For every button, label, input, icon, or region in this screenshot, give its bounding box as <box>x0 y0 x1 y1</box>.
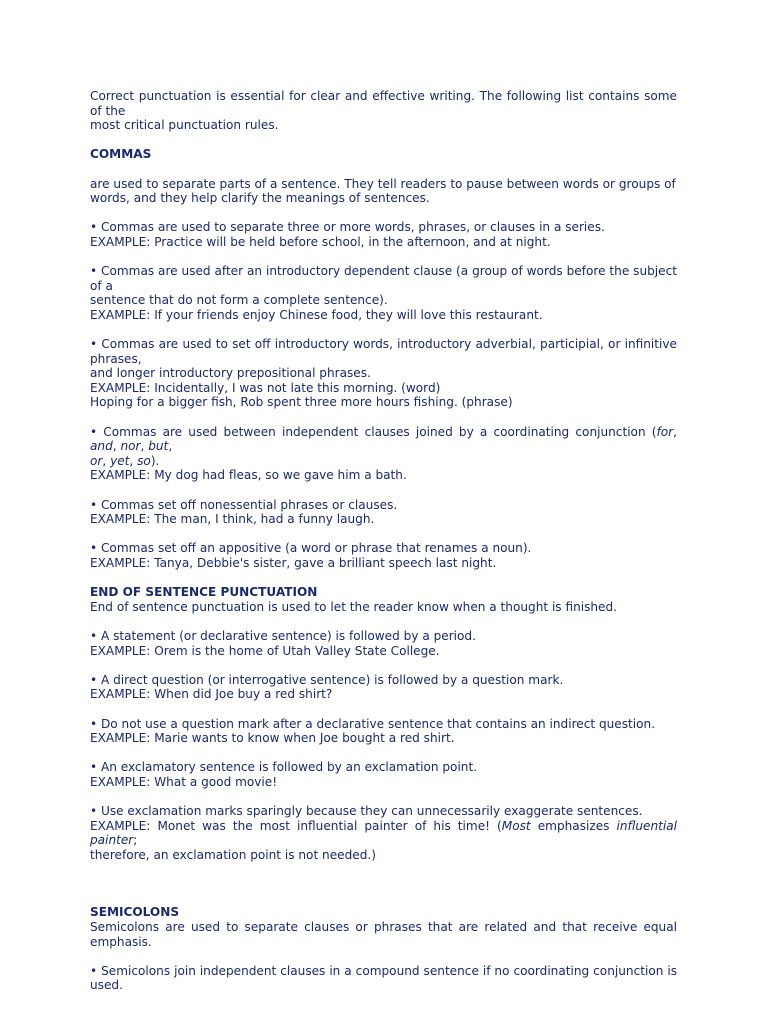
comma-rule-3-text: • Commas are used to set off introductory words, introductory adverbial, participial, or infinitive phrases, <box>90 337 677 366</box>
conjunction-nor: nor <box>120 439 141 454</box>
comma-rule-2-text-end: sentence that do not form a complete sentence). <box>90 293 388 308</box>
conjunction-and: and <box>90 439 113 454</box>
end-rule-4 <box>90 760 677 789</box>
commas-intro-a: are used to separate parts of a sentence. They tell readers to pause between words or groups of <box>90 176 676 191</box>
conjunction-so: so <box>137 453 151 468</box>
end-rule-4-text: • An exclamatory sentence is followed by an exclamation point. <box>90 760 478 775</box>
semicolons-intro: Semicolons are used to separate clauses or phrases that are related and that receive equal emphasis. <box>90 920 677 949</box>
commas-heading: COMMAS <box>90 147 152 162</box>
end-rule-5-text: • Use exclamation marks sparingly because they can unnecessarily exaggerate sentences. <box>90 804 643 819</box>
intro-text: Correct punctuation is essential for clear and effective writing. The following list contains some of the <box>90 89 677 118</box>
comma-rule-5-text: • Commas set off nonessential phrases or clauses. <box>90 497 398 512</box>
end-rule-1-example: EXAMPLE: Orem is the home of Utah Valley State College. <box>90 643 440 658</box>
conjunction-for: for <box>656 424 674 439</box>
comma-rule-6-text: • Commas set off an appositive (a word or phrase that renames a noun). <box>90 541 532 556</box>
comma-rule-2-example: EXAMPLE: If your friends enjoy Chinese food, they will love this restaurant. <box>90 307 543 322</box>
comma-rule-1-example: EXAMPLE: Practice will be held before school, in the afternoon, and at night. <box>90 234 551 249</box>
end-rule-3 <box>90 717 677 746</box>
commas-intro-b: words, and they help clarify the meanings of sentences. <box>90 191 430 206</box>
end-rule-4-example: EXAMPLE: What a good movie! <box>90 774 278 789</box>
comma-rule-4-example: EXAMPLE: My dog had fleas, so we gave him a bath. <box>90 468 407 483</box>
comma-rule-2 <box>90 264 677 322</box>
comma-rule-2-text: • Commas are used after an introductory dependent clause (a group of words before the subject of a <box>90 264 677 293</box>
end-rule-1 <box>90 629 677 658</box>
end-rule-2-text: • A direct question (or interrogative sentence) is followed by a question mark. <box>90 672 564 687</box>
comma-rule-6 <box>90 541 677 570</box>
emphasis-influential-painter: influential painter <box>90 818 677 848</box>
comma-rule-3-example-phrase: Hoping for a bigger fish, Rob spent three more hours fishing. (phrase) <box>90 395 513 410</box>
conjunction-or: or <box>90 453 103 468</box>
end-rule-3-text: • Do not use a question mark after a declarative sentence that contains an indirect question. <box>90 716 656 731</box>
end-punctuation-heading: END OF SENTENCE PUNCTUATION <box>90 585 318 600</box>
comma-rule-3 <box>90 337 677 410</box>
end-rule-5-semicolon: ; <box>133 833 138 848</box>
comma-rule-5 <box>90 498 677 527</box>
end-rule-5-example: EXAMPLE: Monet was the most influential painter of his time! ( <box>90 818 502 833</box>
end-rule-1-text: • A statement (or declarative sentence) is followed by a period. <box>90 628 476 643</box>
end-rule-2 <box>90 673 677 702</box>
semicolons-heading: SEMICOLONS <box>90 905 180 920</box>
comma-rule-1 <box>90 220 677 249</box>
end-punctuation-intro: End of sentence punctuation is used to let the reader know when a thought is finished. <box>90 599 618 614</box>
intro-paragraph <box>90 89 677 133</box>
end-rule-5-example-mid: emphasizes <box>530 818 617 833</box>
end-rule-5-example-end: therefore, an exclamation point is not needed.) <box>90 847 376 862</box>
comma-rule-6-example: EXAMPLE: Tanya, Debbie's sister, gave a brilliant speech last night. <box>90 556 497 570</box>
comma-rule-3-text-end: and longer introductory prepositional phrases. <box>90 366 371 381</box>
comma-rule-5-example: EXAMPLE: The man, I think, had a funny laugh. <box>90 512 375 527</box>
comma-rule-4: • Commas are used between independent clauses joined by a coordinating conjunction (for, and, nor, but, or, yet, so). EXAMPLE: My dog had fleas, so we gave him a bath. <box>90 424 677 483</box>
end-rule-2-example: EXAMPLE: When did Joe buy a red shirt? <box>90 687 333 702</box>
document-page <box>90 89 677 993</box>
conjunction-yet: yet <box>110 453 130 468</box>
semicolon-rule-1: • Semicolons join independent clauses in a compound sentence if no coordinating conjunction is used. <box>90 963 677 993</box>
comma-rule-3-example-word: EXAMPLE: Incidentally, I was not late this morning. (word) <box>90 380 441 395</box>
end-rule-5 <box>90 804 677 862</box>
emphasis-most: Most <box>501 818 531 833</box>
conjunction-but: but <box>148 439 169 454</box>
intro-text-end: most critical punctuation rules. <box>90 118 279 133</box>
commas-intro <box>90 177 677 206</box>
comma-rule-1-text: • Commas are used to separate three or more words, phrases, or clauses in a series. <box>90 220 605 235</box>
comma-rule-4-text: • Commas are used between independent clauses joined by a coordinating conjunction ( <box>90 424 657 439</box>
end-rule-3-example: EXAMPLE: Marie wants to know when Joe bought a red shirt. <box>90 731 455 746</box>
